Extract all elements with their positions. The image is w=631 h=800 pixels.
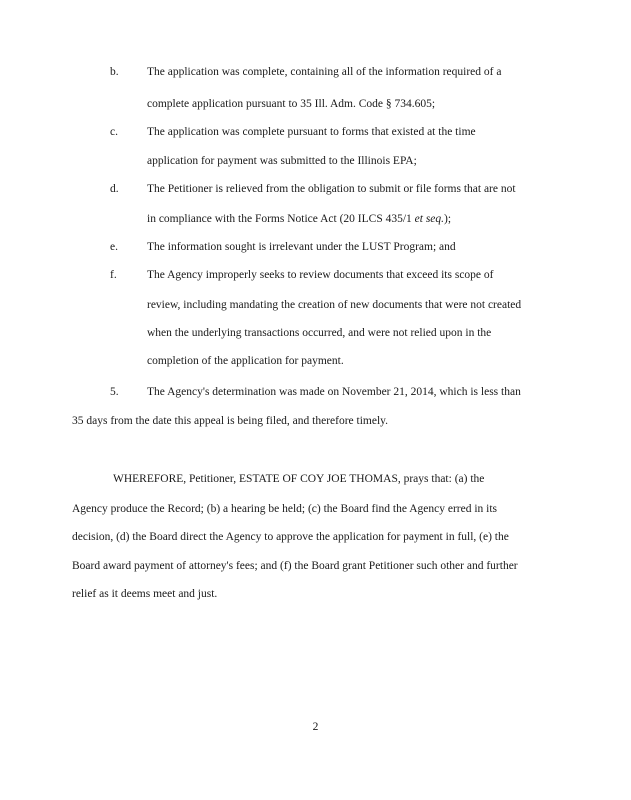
item-f-line-3: when the underlying transactions occurred, and were not relied upon in the xyxy=(147,327,492,339)
item-f-line-1: The Agency improperly seeks to review documents that exceed its scope of xyxy=(147,269,494,281)
item-d-line-2-text: in compliance with the Forms Notice Act (20 ILCS 435/1 xyxy=(147,213,415,225)
item-b-line-2: complete application pursuant to 35 Ill. Adm. Code § 734.605; xyxy=(147,98,436,110)
paragraph-5-line-2: 35 days from the date this appeal is being filed, and therefore timely. xyxy=(72,415,389,427)
item-d-line-2 xyxy=(147,213,451,225)
paragraph-5-number: 5. xyxy=(110,386,119,398)
item-e-line-1: The information sought is irrelevant under the LUST Program; and xyxy=(147,241,456,253)
wherefore-line-2: Agency produce the Record; (b) a hearing be held; (c) the Board find the Agency erred in its xyxy=(72,503,498,515)
page-number: 2 xyxy=(312,721,319,733)
paragraph-5-line-1: The Agency's determination was made on November 21, 2014, which is less than xyxy=(147,386,521,398)
wherefore-line-1: WHEREFORE, Petitioner, ESTATE OF COY JOE THOMAS, prays that: (a) the xyxy=(113,473,485,485)
item-c-line-2: application for payment was submitted to the Illinois EPA; xyxy=(147,155,417,167)
item-c-line-1: The application was complete pursuant to forms that existed at the time xyxy=(147,126,476,138)
item-f-line-2: review, including mandating the creation of new documents that were not created xyxy=(147,299,522,311)
item-letter-d: d. xyxy=(110,183,119,195)
wherefore-line-3: decision, (d) the Board direct the Agency to approve the application for payment in full, (e) the xyxy=(72,531,509,543)
item-letter-f: f. xyxy=(110,269,117,281)
wherefore-line-4: Board award payment of attorney's fees; and (f) the Board grant Petitioner such other and further xyxy=(72,560,518,572)
item-d-et-seq: et seq. xyxy=(414,213,445,225)
item-letter-e: e. xyxy=(110,241,118,253)
item-letter-c: c. xyxy=(110,126,118,138)
wherefore-line-5: relief as it deems meet and just. xyxy=(72,588,218,600)
item-b-line-1: The application was complete, containing all of the information required of a xyxy=(147,66,502,78)
item-d-line-1: The Petitioner is relieved from the obligation to submit or file forms that are not xyxy=(147,183,516,195)
item-letter-b: b. xyxy=(110,66,119,78)
item-f-line-4: completion of the application for payment. xyxy=(147,355,344,367)
item-d-line-2-end: ); xyxy=(444,213,452,225)
